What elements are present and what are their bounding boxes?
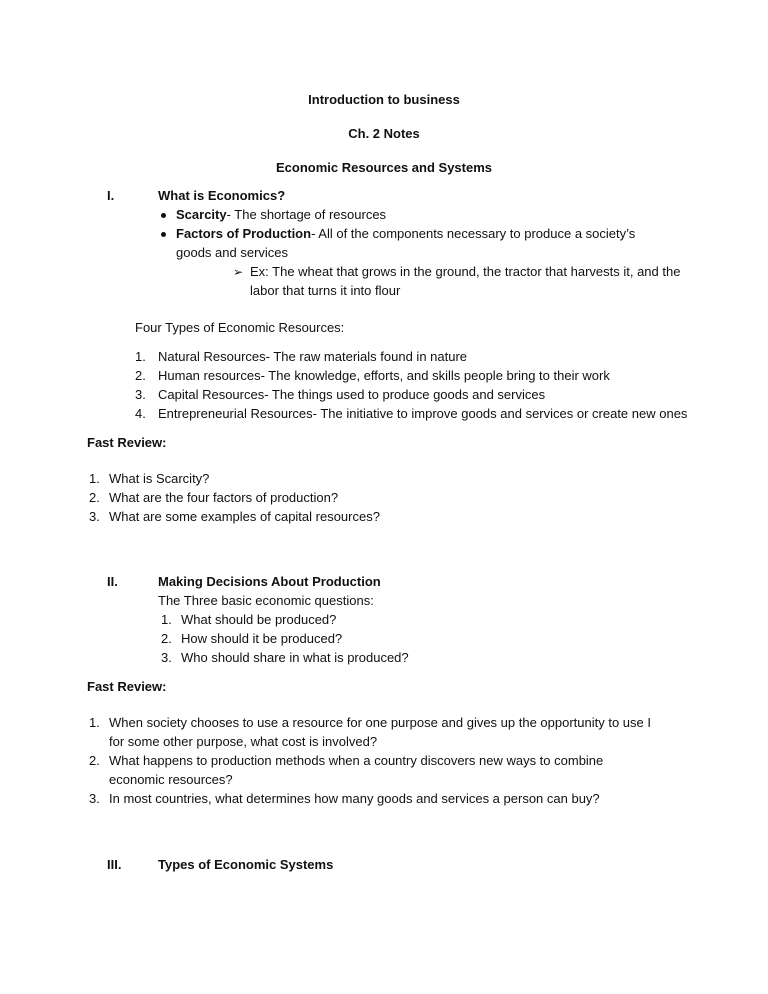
list-item-number: 2. [89,490,100,505]
list-item [135,368,610,384]
example-line1: Ex: The wheat that grows in the ground, the tractor that harvests it, and the [250,264,681,279]
arrow-bullet-icon: ➢ [233,265,244,279]
term-factors-of-production: Factors of Production [176,226,312,241]
list-item-text: Entrepreneurial Resources- The initiative to improve goods and services or create new ones [158,406,688,421]
list-item [161,612,337,628]
section-3-numeral: III. [107,857,122,872]
list-item-number: 3. [161,650,172,665]
list-item [89,471,210,487]
example-line2: labor that turns it into flour [250,283,401,298]
definition-scarcity: - The shortage of resources [226,207,387,222]
list-item-number: 2. [89,753,100,768]
list-item [89,715,651,731]
list-item-text: What happens to production methods when a country discovers new ways to combine [109,753,604,768]
list-item-text: What are some examples of capital resources? [109,509,380,524]
list-item [135,349,468,365]
fast-review-2-heading: Fast Review: [87,679,167,694]
list-item-continuation: for some other purpose, what cost is involved? [109,734,378,749]
list-item-number: 3. [135,387,146,402]
document-topic: Economic Resources and Systems [275,160,493,175]
definition-factors-line2: goods and services [176,245,289,260]
list-item-number: 3. [89,509,100,524]
list-item-number: 4. [135,406,146,421]
list-item-number: 1. [161,612,172,627]
document-title: Introduction to business [308,92,460,107]
list-item-number: 3. [89,791,100,806]
list-item-number: 2. [135,368,146,383]
list-item-text: What is Scarcity? [109,471,210,486]
section-2-intro: The Three basic economic questions: [158,593,374,608]
list-item-text: What should be produced? [181,612,337,627]
list-item-text: Natural Resources- The raw materials found in nature [158,349,468,364]
list-item-text: When society chooses to use a resource for one purpose and gives up the opportunity to use I [109,715,651,730]
list-item-number: 1. [89,471,100,486]
list-item-text: What are the four factors of production? [109,490,339,505]
list-item-number: 1. [89,715,100,730]
list-item [135,406,688,422]
list-item [89,753,604,769]
list-item [89,791,600,807]
section-1-heading: What is Economics? [158,188,286,203]
section-2-numeral: II. [107,574,118,589]
section-2-heading: Making Decisions About Production [158,574,381,589]
section-3-heading: Types of Economic Systems [158,857,334,872]
list-item [161,631,343,647]
list-item-number: 1. [135,349,146,364]
resources-intro: Four Types of Economic Resources: [135,320,345,335]
section-1-numeral: I. [107,188,115,203]
document-subtitle: Ch. 2 Notes [348,126,420,141]
bullet-factors-of-production [176,226,635,242]
list-item [161,650,409,666]
list-item-text: Capital Resources- The things used to produce goods and services [158,387,546,402]
bullet-icon [161,232,166,237]
definition-factors-line1: - All of the components necessary to produce a society’s [311,226,636,241]
fast-review-1-heading: Fast Review: [87,435,167,450]
bullet-icon [161,213,166,218]
list-item-text: In most countries, what determines how many goods and services a person can buy? [109,791,600,806]
list-item-text: How should it be produced? [181,631,343,646]
list-item-text: Human resources- The knowledge, efforts, and skills people bring to their work [158,368,610,383]
list-item [135,387,546,403]
list-item [89,490,339,506]
list-item [89,509,380,525]
term-scarcity: Scarcity [176,207,227,222]
list-item-number: 2. [161,631,172,646]
bullet-scarcity [176,207,386,223]
list-item-text: Who should share in what is produced? [181,650,409,665]
list-item-continuation: economic resources? [109,772,233,787]
